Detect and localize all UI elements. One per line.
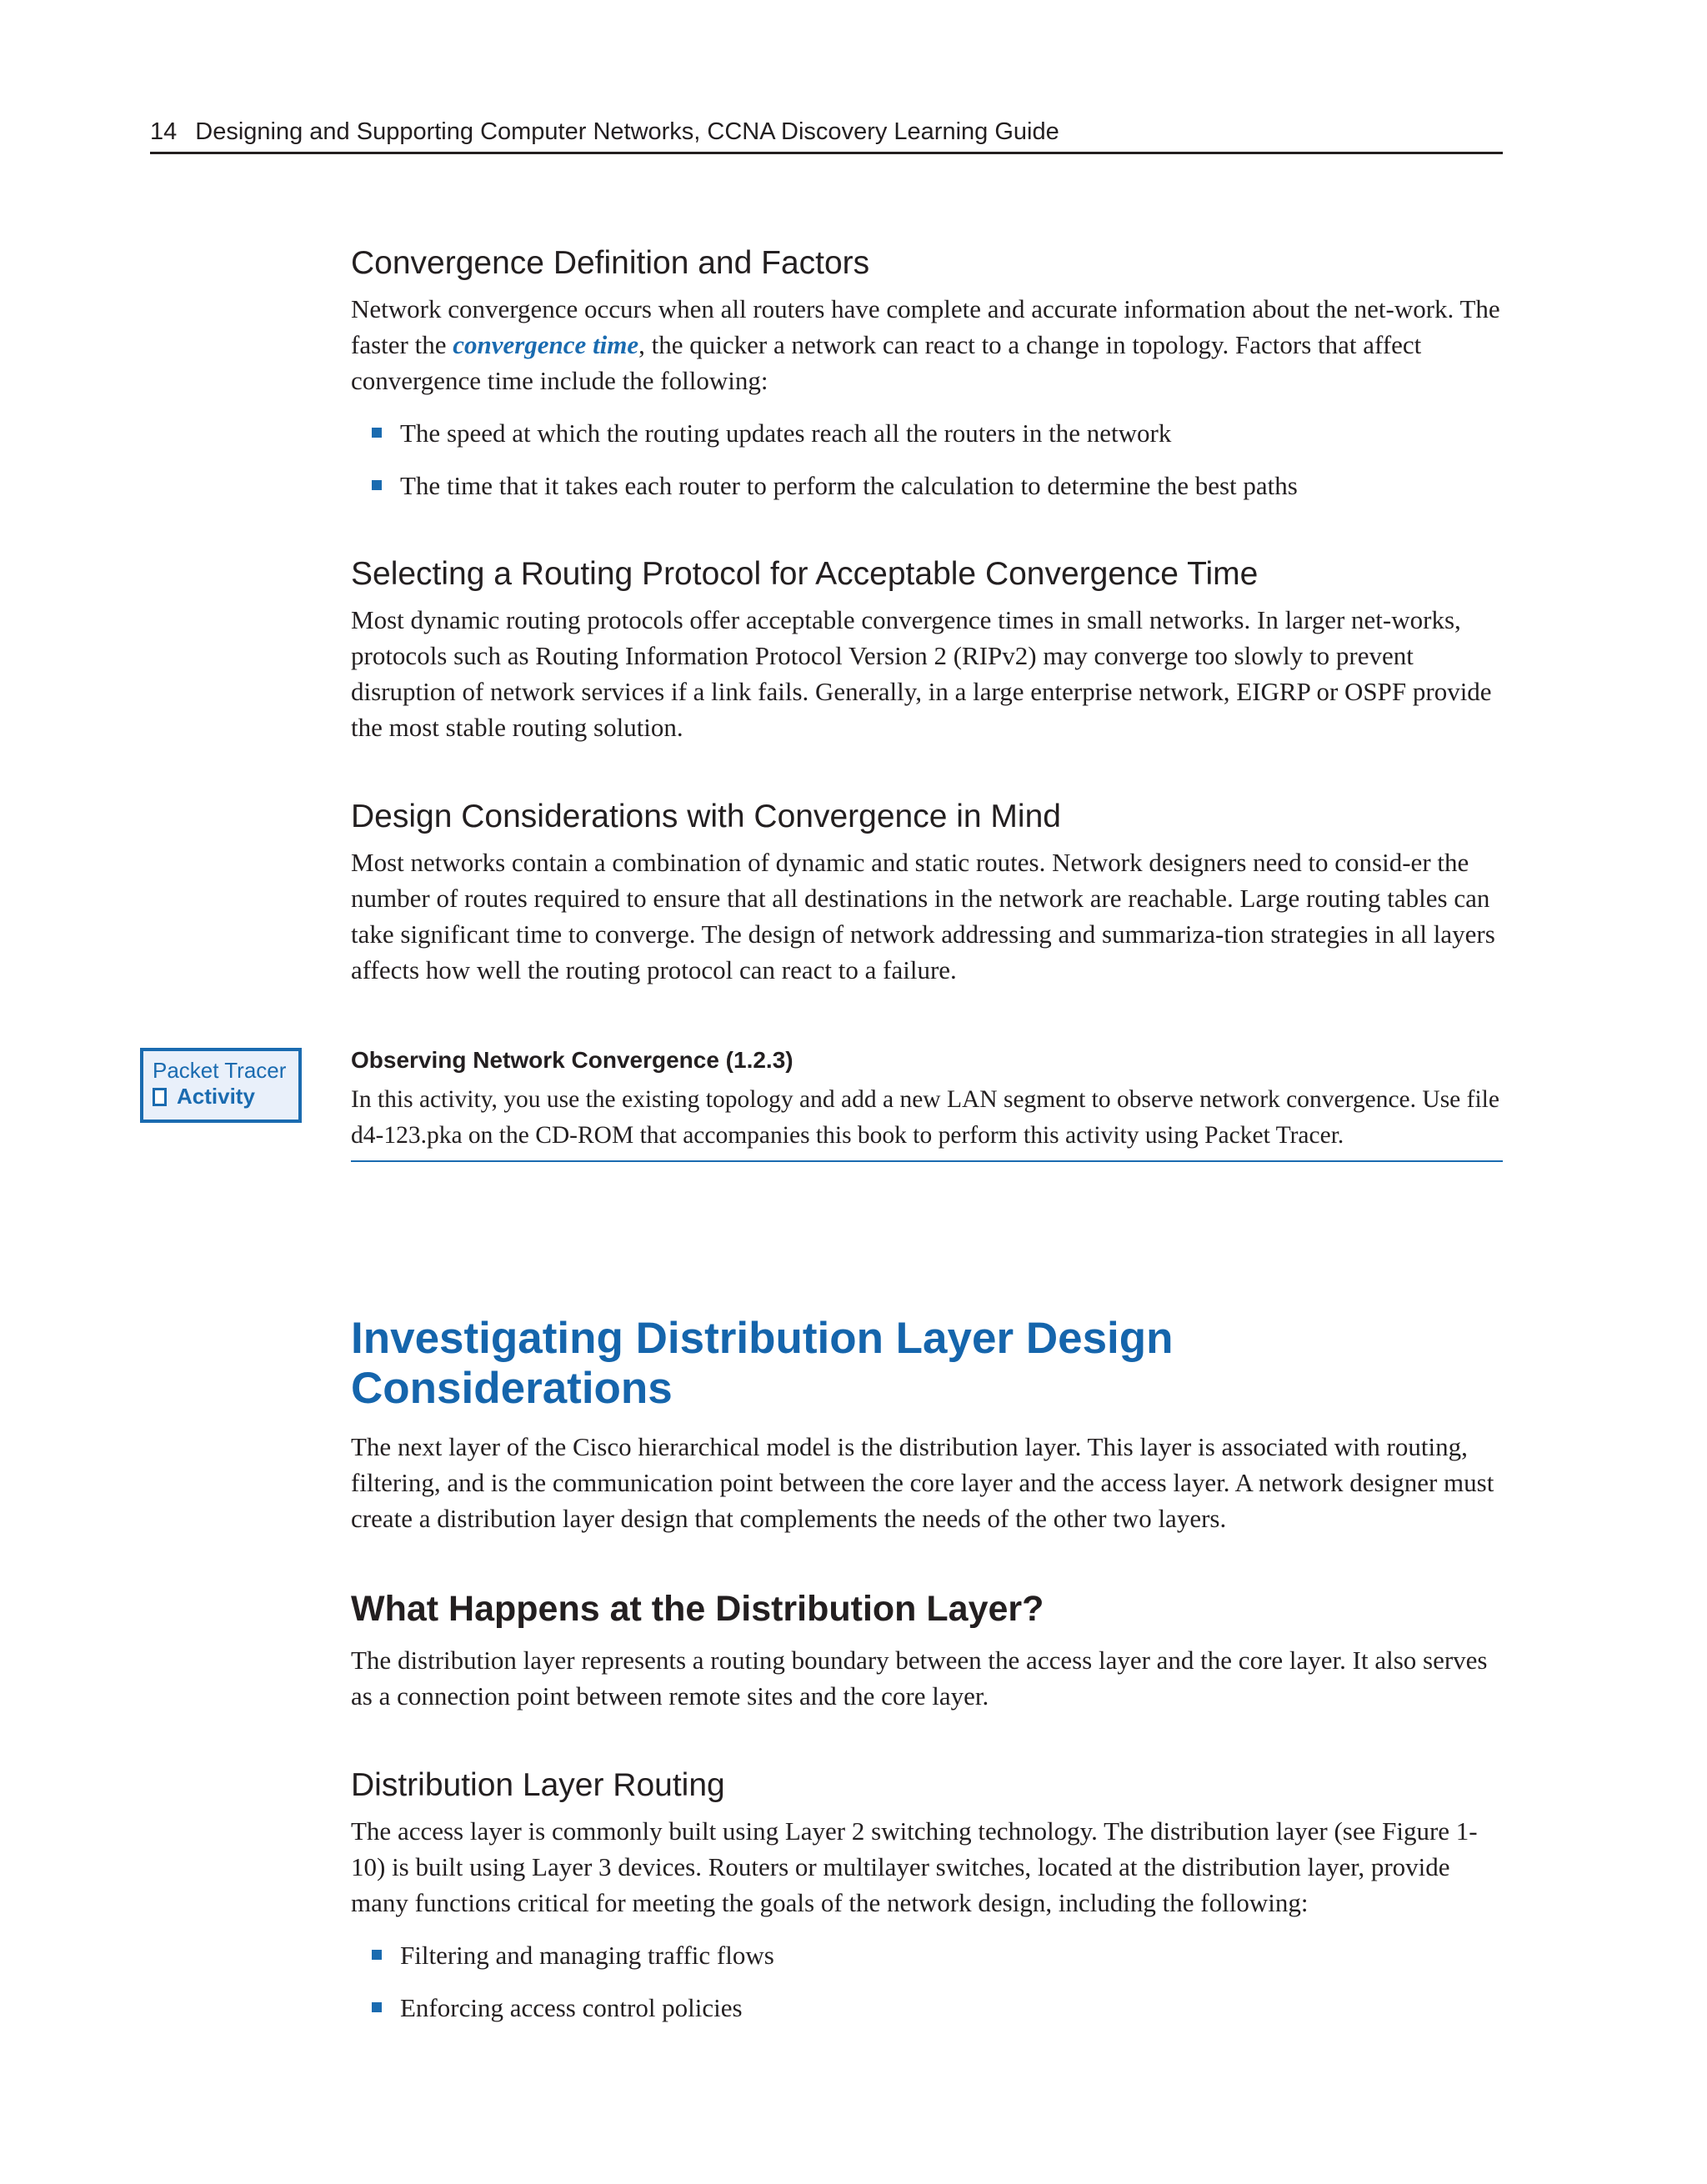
- packet-tracer-activity-badge: [140, 1048, 302, 1123]
- badge-label: Packet Tracer: [153, 1058, 287, 1083]
- selecting-section: [351, 555, 1503, 745]
- bullet-square-icon: [372, 1950, 382, 1960]
- investigating-section: [351, 1314, 1503, 1536]
- convergence-heading: Convergence Definition and Factors: [351, 245, 870, 281]
- page-number: 14: [150, 118, 178, 145]
- activity-section: [351, 1045, 1503, 1162]
- what-happens-heading: What Happens at the Distribution Layer?: [351, 1589, 1044, 1629]
- convergence-text-2: , the quicker a network can react to a change in topology. Factors that affect convergence time include the following:: [351, 330, 1422, 395]
- list-item: [351, 468, 1503, 503]
- convergence-paragraph: [351, 291, 1503, 398]
- convergence-section: [351, 244, 1503, 503]
- design-heading: Design Considerations with Convergence in Mind: [351, 799, 1061, 834]
- design-paragraph: Most networks contain a combination of dynamic and static routes. Network designers need to consid-er the number of routes required to ensure that all destinations in the network are reachable. Large routing tables can take significant time to converge. The design of network addressing and summariza-tion strategies in all layers affects how well the routing protocol can react to a failure.: [351, 848, 1495, 984]
- what-happens-section: [351, 1587, 1503, 1714]
- running-header: [150, 115, 1503, 154]
- list-item: [351, 1990, 1503, 2026]
- convergence-time-keyword: convergence time: [453, 330, 639, 359]
- routing-functions-list: [351, 1937, 1503, 2026]
- bullet-square-icon: [372, 480, 382, 490]
- convergence-factors-list: [351, 415, 1503, 503]
- list-item-text: Filtering and managing traffic flows: [400, 1941, 774, 1970]
- routing-section: [351, 1766, 1503, 2026]
- list-item: [351, 1937, 1503, 1973]
- list-item-text: Enforcing access control policies: [400, 1993, 743, 2022]
- what-happens-paragraph: The distribution layer represents a routing boundary between the access layer and the core layer. It also serves as a connection point between remote sites and the core layer.: [351, 1646, 1488, 1711]
- selecting-paragraph: Most dynamic routing protocols offer acceptable convergence times in small networks. In larger net-works, protocols such as Routing Information Protocol Version 2 (RIPv2) may converge too slowly to prevent disruption of network services if a link fails. Generally, in a large enterprise network, EIGRP or OSPF provide the most stable routing solution.: [351, 605, 1492, 742]
- routing-paragraph: The access layer is commonly built using Layer 2 switching technology. The distribution layer (see Figure 1-10) is built using Layer 3 devices. Routers or multilayer switches, located at the distribution layer, provide many functions critical for meeting the goals of the network design, including the following:: [351, 1816, 1478, 1917]
- checkbox-icon: [153, 1088, 167, 1106]
- activity-title: Observing Network Convergence (1.2.3): [351, 1047, 793, 1073]
- activity-paragraph: In this activity, you use the existing topology and add a new LAN segment to observe network convergence. Use file d4-123.pka on the CD-ROM that accompanies this book to perform this activity using Packet Tracer.: [351, 1086, 1499, 1149]
- bullet-square-icon: [372, 2002, 382, 2012]
- design-section: [351, 798, 1503, 988]
- list-item: [351, 415, 1503, 451]
- routing-heading: Distribution Layer Routing: [351, 1767, 725, 1803]
- selecting-heading: Selecting a Routing Protocol for Acceptable Convergence Time: [351, 556, 1259, 592]
- investigating-paragraph: The next layer of the Cisco hierarchical model is the distribution layer. This layer is associated with routing, filtering, and is the communication point between the core layer and the access layer. A network designer must create a distribution layer design that complements the needs of the other two layers.: [351, 1432, 1494, 1533]
- list-item-text: The speed at which the routing updates reach all the routers in the network: [400, 418, 1172, 448]
- convergence-text-1: Network convergence occurs when all routers have complete and accurate information about the net-work. The faster the: [351, 294, 1500, 359]
- bullet-square-icon: [372, 428, 382, 438]
- investigating-heading: Investigating Distribution Layer Design Considerations: [351, 1314, 1174, 1413]
- badge-activity-label: Activity: [177, 1084, 255, 1109]
- list-item-text: The time that it takes each router to perform the calculation to determine the best paths: [400, 471, 1298, 500]
- book-title: Designing and Supporting Computer Networks, CCNA Discovery Learning Guide: [195, 118, 1059, 145]
